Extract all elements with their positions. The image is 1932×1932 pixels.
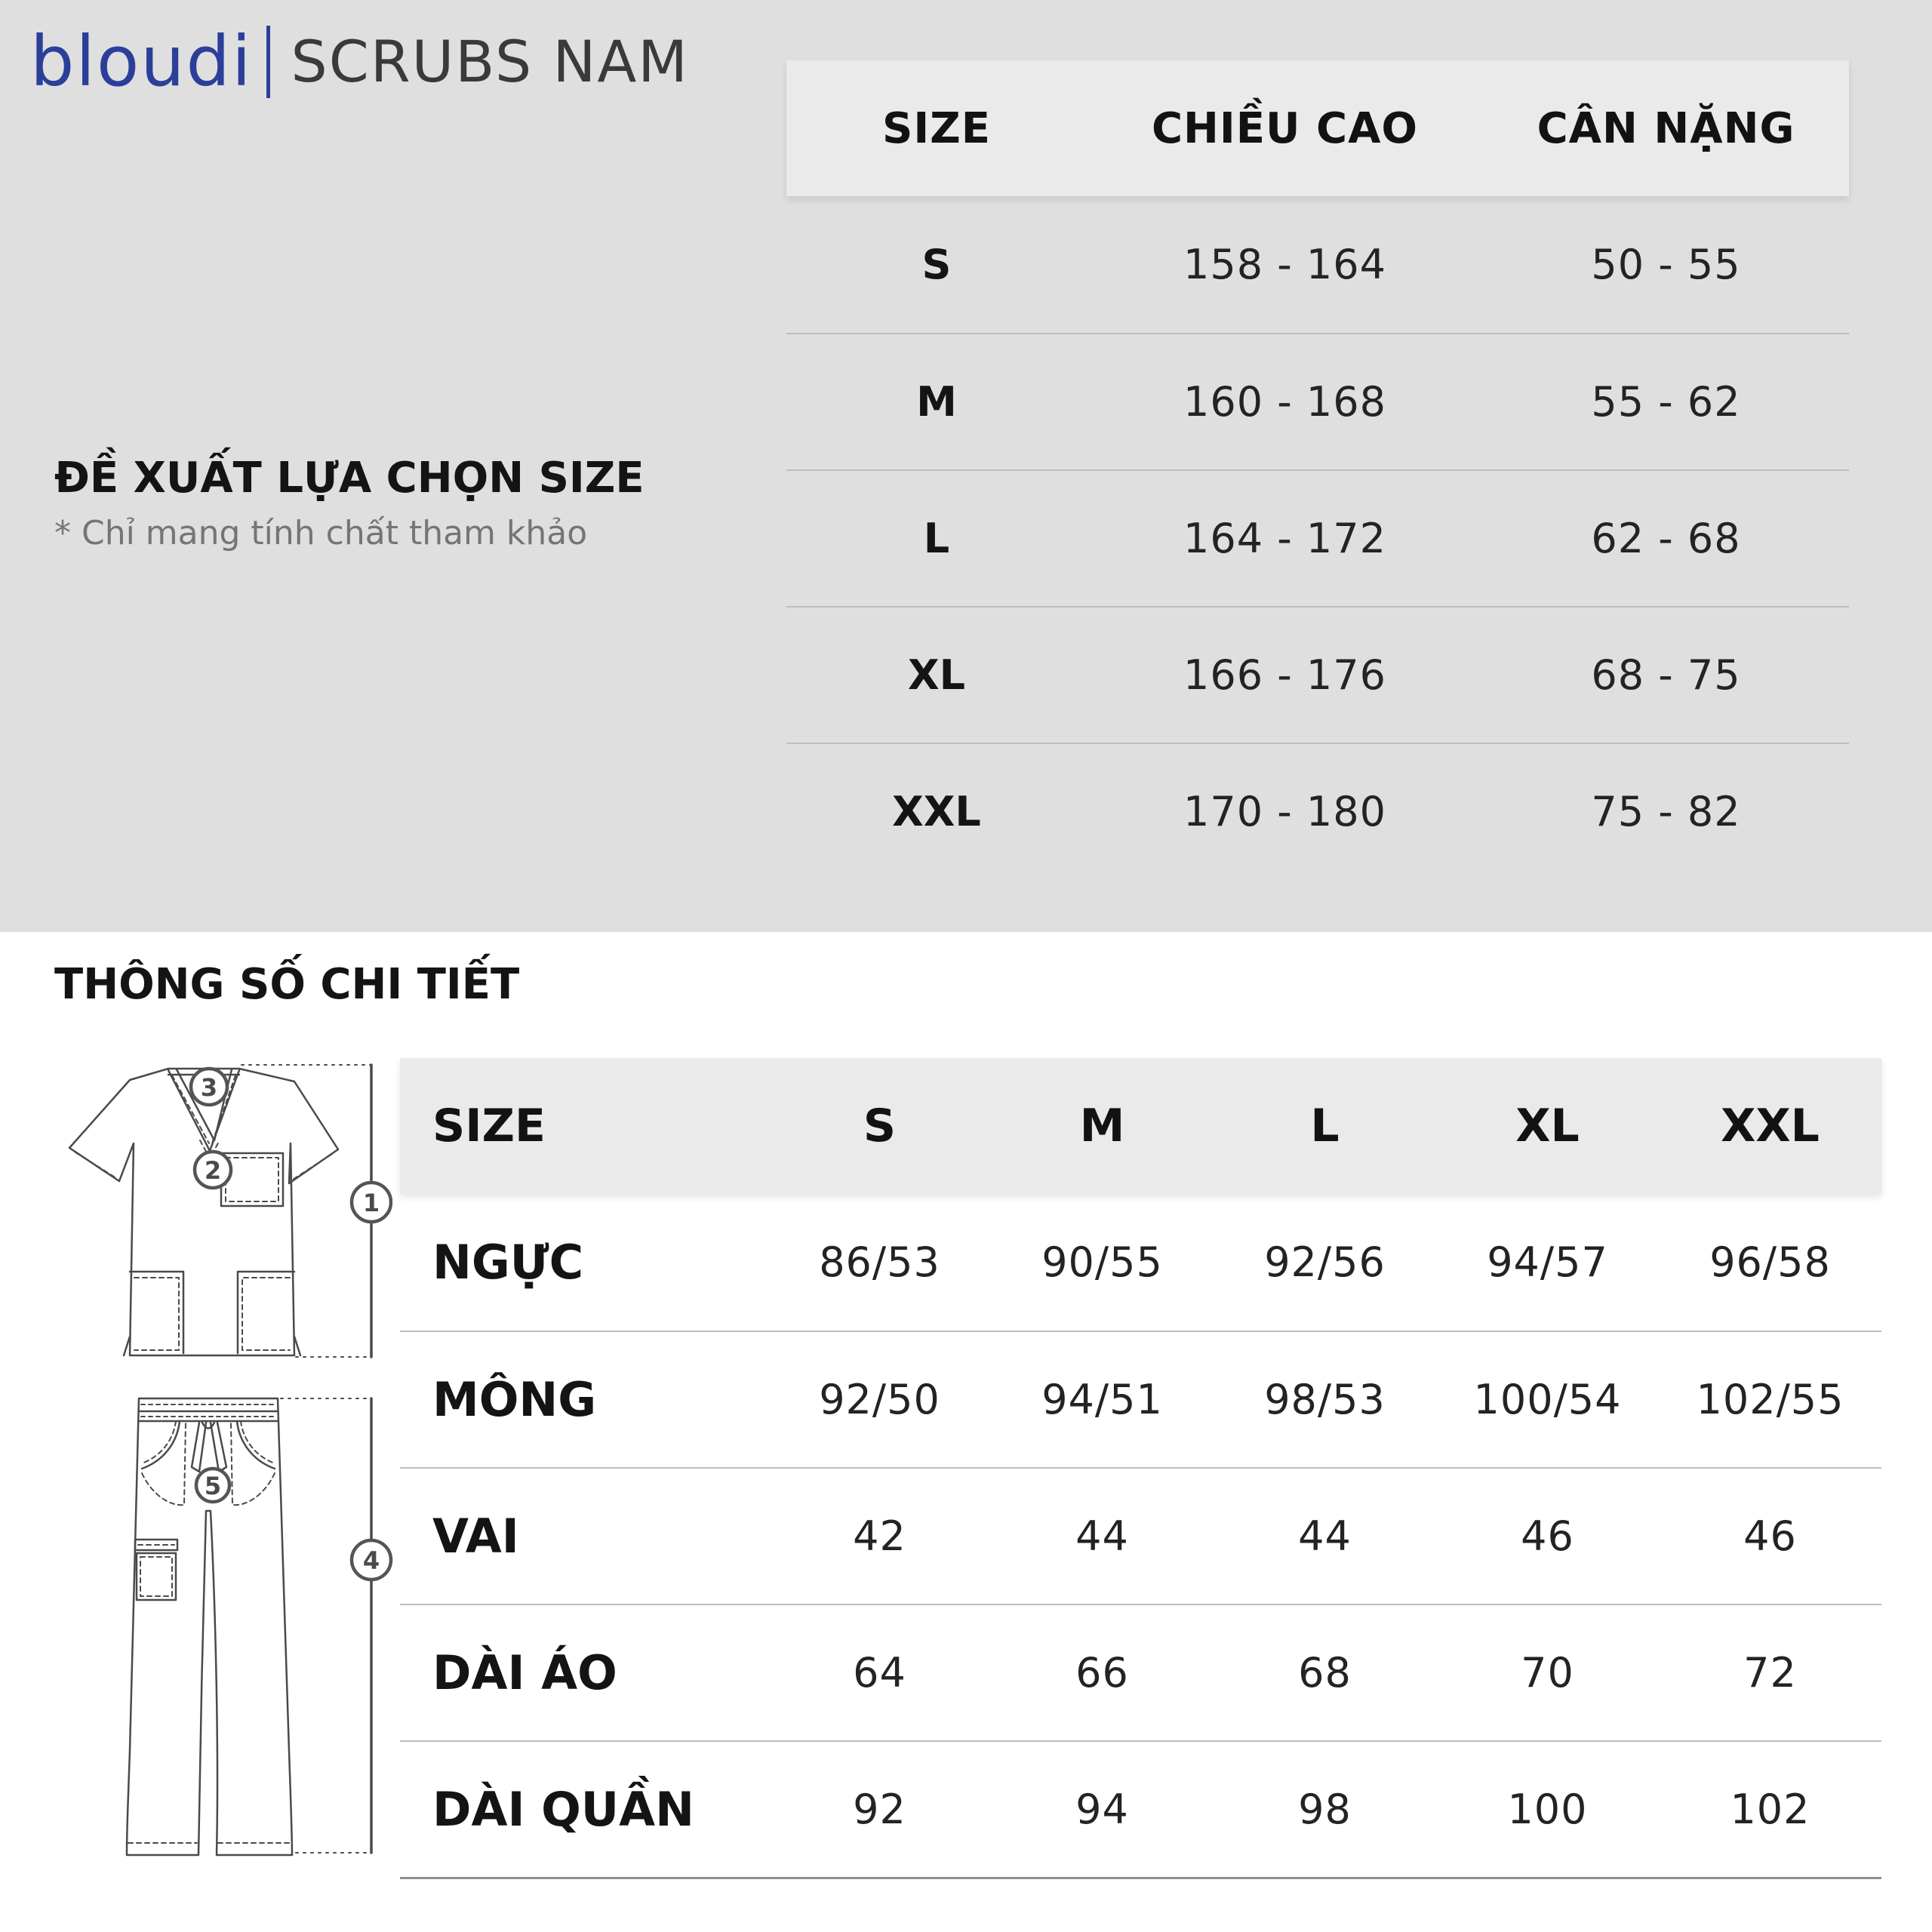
table-row xyxy=(400,1467,1881,1604)
weight-range: 68 - 75 xyxy=(1591,651,1741,699)
measure-label: MÔNG xyxy=(432,1372,597,1427)
measure-label: NGỰC xyxy=(432,1235,584,1290)
shirt-outline xyxy=(69,1069,338,1355)
column-header-m: M xyxy=(1079,1100,1125,1152)
table-row xyxy=(400,1194,1881,1331)
table-row xyxy=(400,1604,1881,1740)
height-range: 170 - 180 xyxy=(1183,788,1386,835)
detail-specs-title: THÔNG SỐ CHI TIẾT xyxy=(54,960,520,1009)
measure-value: 92/56 xyxy=(1264,1238,1386,1286)
collection-title: SCRUBS NAM xyxy=(291,28,689,95)
table-row xyxy=(786,469,1849,606)
size-suggestion-heading xyxy=(54,453,779,554)
table-row xyxy=(786,196,1849,333)
measure-value: 46 xyxy=(1743,1512,1797,1560)
size-label: S xyxy=(921,241,952,288)
size-label: XL xyxy=(907,651,966,699)
size-suggestion-section xyxy=(0,0,1932,932)
detail-specs-table xyxy=(400,1058,1881,1879)
measure-label: VAI xyxy=(432,1509,519,1564)
logo-divider-bar xyxy=(266,26,270,98)
column-header-xxl: XXL xyxy=(1721,1100,1820,1152)
measure-value: 94 xyxy=(1075,1786,1129,1833)
measure-value: 100/54 xyxy=(1473,1376,1622,1423)
table-row xyxy=(786,333,1849,469)
column-header-height: CHIỀU CAO xyxy=(1151,103,1419,153)
size-suggestion-note: * Chỉ mang tính chất tham khảo xyxy=(54,514,588,553)
measure-value: 94/57 xyxy=(1487,1238,1608,1286)
table-header-row xyxy=(400,1058,1881,1194)
measure-value: 72 xyxy=(1743,1649,1797,1697)
measure-value: 94/51 xyxy=(1041,1376,1163,1423)
measure-marker-1 xyxy=(352,1183,391,1222)
size-suggestion-title: ĐỀ XUẤT LỰA CHỌN SIZE xyxy=(54,454,645,503)
weight-range: 62 - 68 xyxy=(1591,515,1741,562)
height-range: 166 - 176 xyxy=(1183,651,1386,699)
scrub-pants-diagram xyxy=(106,1389,400,1864)
brand-logo: bloudi xyxy=(30,21,253,102)
measure-value: 96/58 xyxy=(1709,1238,1831,1286)
measure-value: 98 xyxy=(1298,1786,1352,1833)
weight-range: 50 - 55 xyxy=(1591,241,1741,288)
size-label: M xyxy=(916,378,957,426)
table-row xyxy=(786,606,1849,743)
svg-text:1: 1 xyxy=(362,1189,380,1217)
column-header-s: S xyxy=(863,1100,897,1152)
measure-value: 44 xyxy=(1075,1512,1129,1560)
measure-label: DÀI QUẦN xyxy=(432,1782,695,1837)
table-row xyxy=(400,1331,1881,1467)
measure-value: 92 xyxy=(853,1786,906,1833)
measure-value: 46 xyxy=(1521,1512,1574,1560)
height-range: 158 - 164 xyxy=(1183,241,1386,288)
height-range: 164 - 172 xyxy=(1183,515,1386,562)
brand-lockup xyxy=(30,20,689,104)
measure-marker-5 xyxy=(196,1469,229,1502)
measure-value: 68 xyxy=(1298,1649,1352,1697)
measure-value: 66 xyxy=(1075,1649,1129,1697)
svg-text:4: 4 xyxy=(362,1546,380,1575)
table-row xyxy=(400,1740,1881,1877)
measure-value: 44 xyxy=(1298,1512,1352,1560)
scrub-top-diagram xyxy=(60,1051,392,1383)
table-row xyxy=(786,743,1849,879)
measure-value: 102 xyxy=(1730,1786,1810,1833)
measure-marker-3 xyxy=(191,1069,227,1105)
size-label: L xyxy=(923,515,950,562)
measure-value: 70 xyxy=(1521,1649,1574,1697)
measure-marker-4 xyxy=(352,1540,391,1580)
measure-value: 42 xyxy=(853,1512,906,1560)
column-header-l: L xyxy=(1310,1100,1340,1152)
measure-label: DÀI ÁO xyxy=(432,1645,617,1700)
size-label: XXL xyxy=(892,788,981,835)
weight-range: 75 - 82 xyxy=(1591,788,1741,835)
column-header-size: SIZE xyxy=(881,103,992,153)
size-suggestion-table xyxy=(786,60,1849,879)
measure-value: 64 xyxy=(853,1649,906,1697)
height-range: 160 - 168 xyxy=(1183,378,1386,426)
weight-range: 55 - 62 xyxy=(1591,378,1741,426)
measure-value: 98/53 xyxy=(1264,1376,1386,1423)
svg-text:5: 5 xyxy=(204,1472,222,1500)
pants-outline xyxy=(127,1398,292,1855)
measure-marker-2 xyxy=(195,1152,231,1188)
svg-text:3: 3 xyxy=(200,1073,218,1102)
measure-value: 86/53 xyxy=(819,1238,940,1286)
table-body xyxy=(400,1194,1881,1879)
measure-value: 92/50 xyxy=(819,1376,940,1423)
column-header-size: SIZE xyxy=(432,1100,546,1152)
column-header-xl: XL xyxy=(1515,1100,1580,1152)
measure-value: 100 xyxy=(1507,1786,1588,1833)
svg-text:2: 2 xyxy=(204,1156,222,1185)
table-header-row xyxy=(786,60,1849,196)
column-header-weight: CÂN NẶNG xyxy=(1537,103,1795,153)
measure-value: 90/55 xyxy=(1041,1238,1163,1286)
measure-value: 102/55 xyxy=(1696,1376,1844,1423)
